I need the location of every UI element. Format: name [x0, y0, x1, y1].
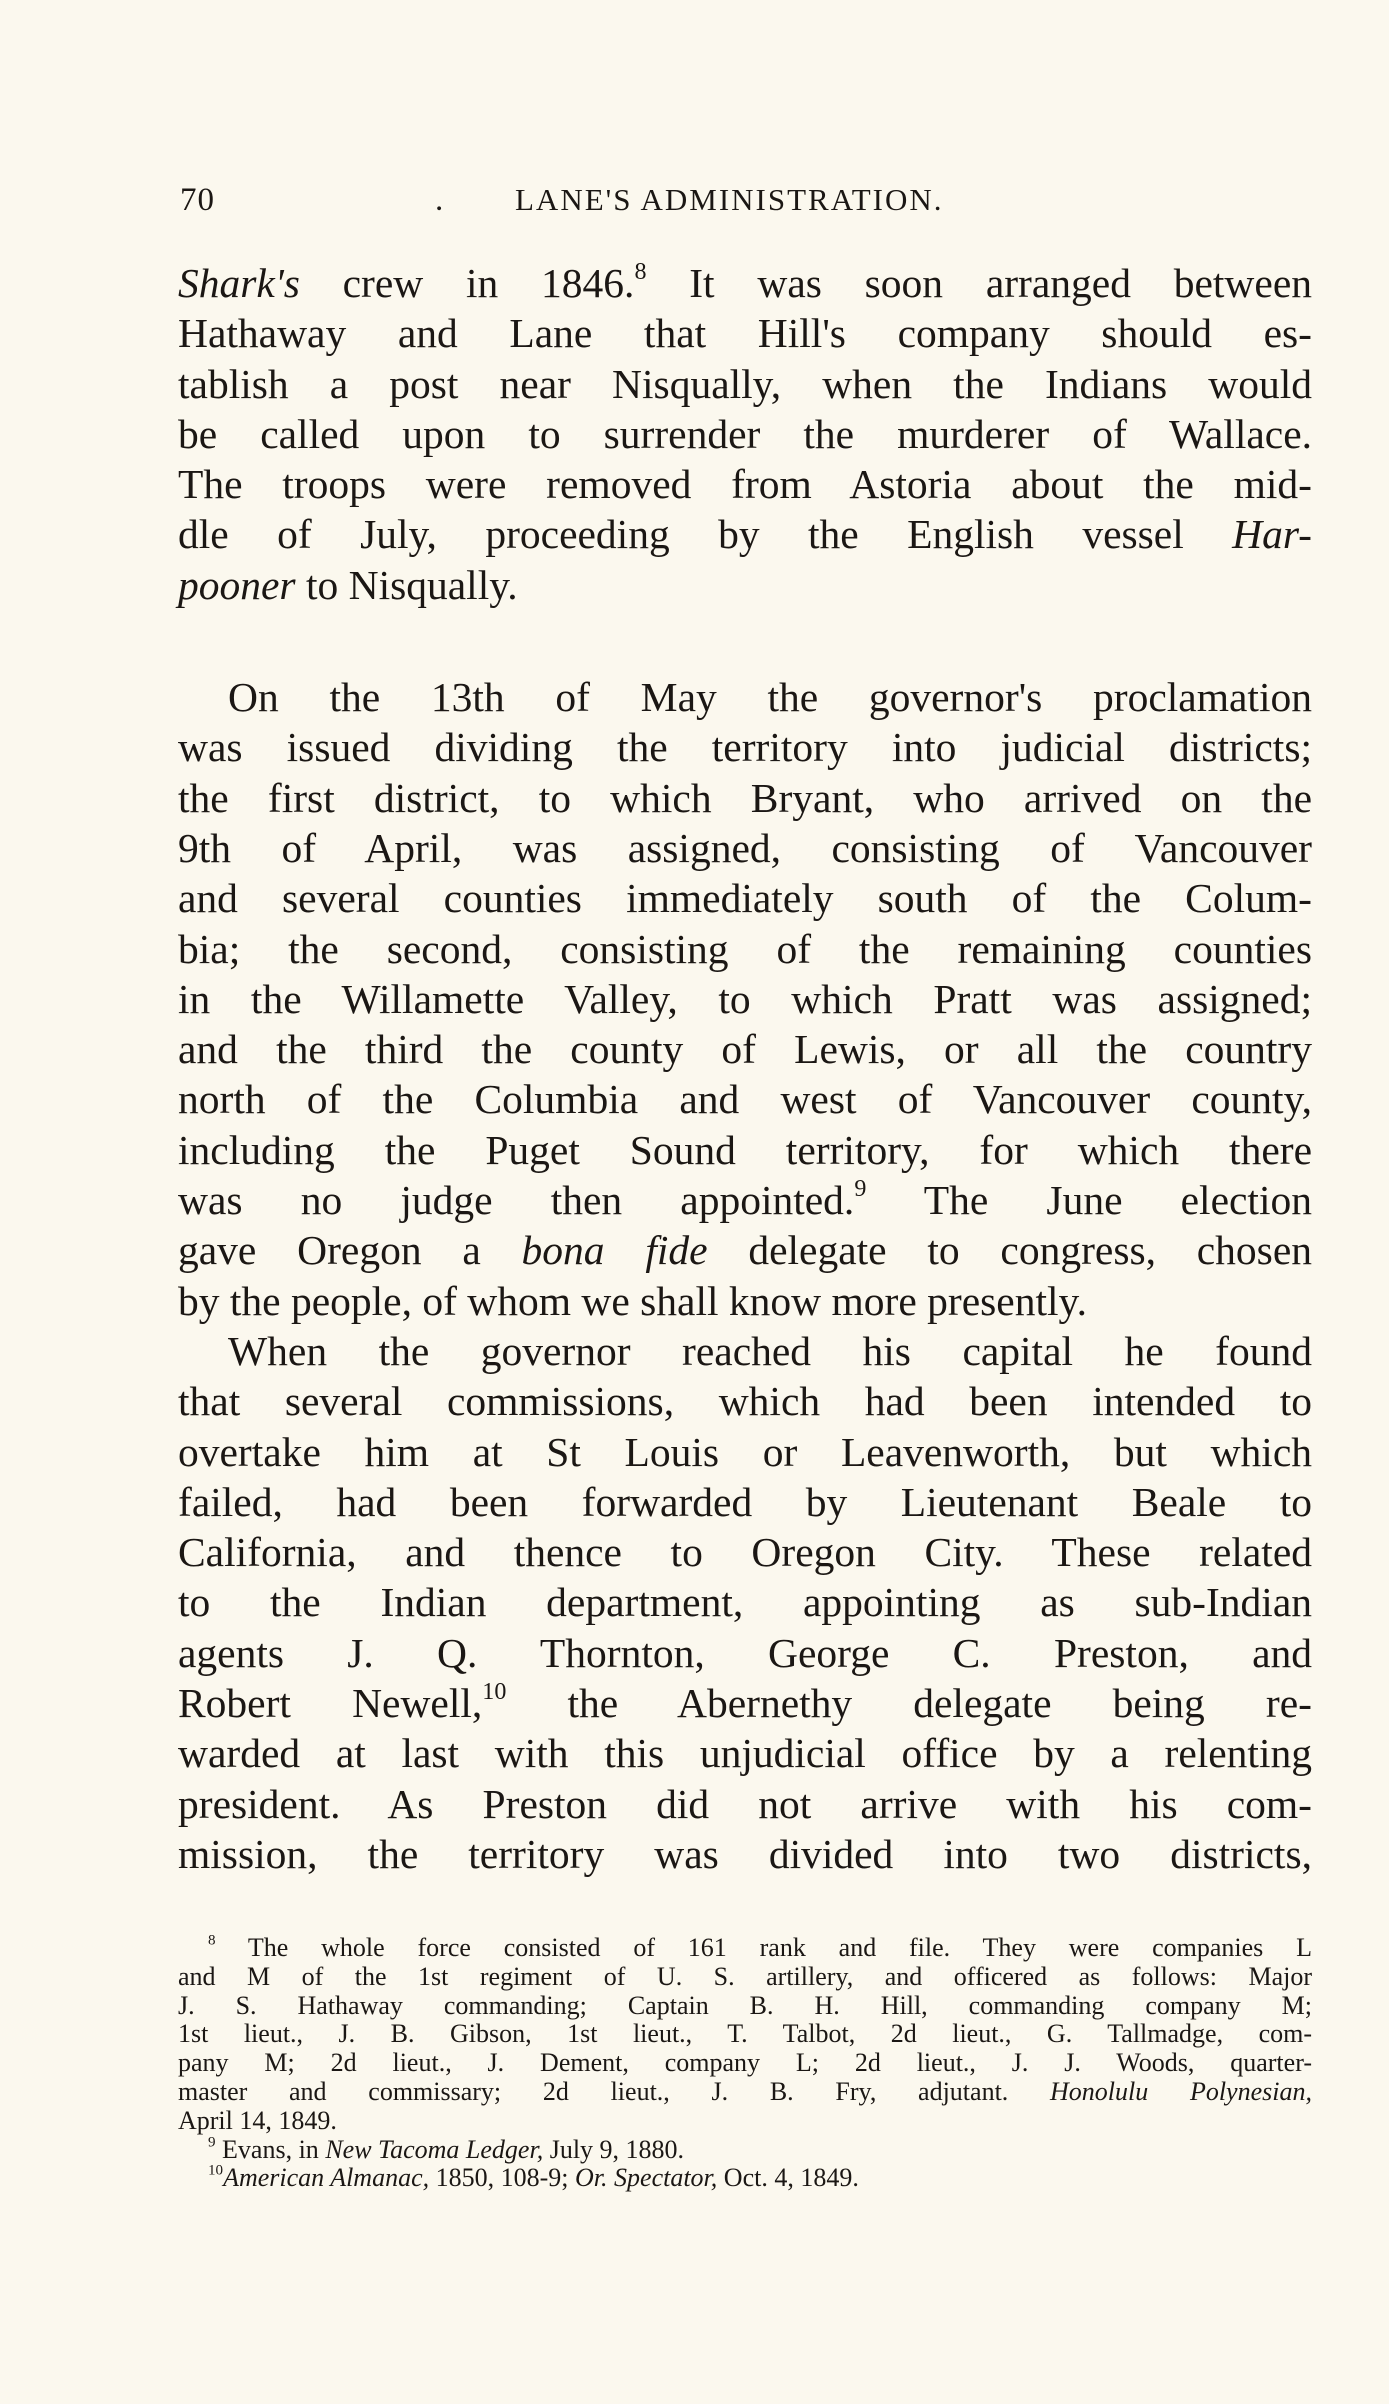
footnote-line: master and commissary; 2d lieut., J. B. Fry, adjutant. Honolulu Polynesian,	[178, 2076, 1312, 2106]
text-line: and several counties immediately south of the Colum-	[178, 875, 1312, 922]
text-line: was no judge then appointed.$^9$ The June election	[178, 1176, 1312, 1224]
source-title: New Tacoma Ledger,	[325, 2134, 544, 2164]
paragraph-break	[178, 610, 1312, 672]
text-line: On the 13th of May the governor's proclamation	[228, 674, 1312, 721]
text-line: The troops were removed from Astoria about the mid-	[178, 461, 1312, 508]
footnote-line: $^9$ Evans, in New Tacoma Ledger, July 9, 1880.	[208, 2134, 685, 2164]
text-line: overtake him at St Louis or Leavenworth, but which	[178, 1428, 1312, 1475]
text-line: that several commissions, which had been intended to	[178, 1378, 1312, 1425]
running-head-mark: .	[435, 182, 444, 218]
body-text	[178, 258, 1312, 1879]
page-number: 70	[180, 182, 215, 218]
text-line: pooner to Nisqually.	[178, 561, 518, 608]
text-line: in the Willamette Valley, to which Pratt was assigned;	[178, 975, 1312, 1022]
footnote-line: and M of the 1st regiment of U. S. artillery, and officered as follows: Major	[178, 1961, 1312, 1991]
text-line: agents J. Q. Thornton, George C. Preston, and	[178, 1629, 1312, 1676]
text-line: failed, had been forwarded by Lieutenant Beale to	[178, 1478, 1312, 1525]
source-title: American Almanac,	[223, 2163, 430, 2193]
source-title: Honolulu Polynesian,	[1050, 2076, 1312, 2106]
footnote-ref: 10	[482, 1678, 507, 1705]
ship-name: Shark's	[178, 260, 300, 306]
footnotes	[178, 1934, 1312, 2193]
running-head	[180, 182, 1310, 232]
text-line: mission, the territory was divided into two districts,	[178, 1830, 1312, 1877]
running-head-title: LANE'S ADMINISTRATION.	[515, 182, 944, 217]
text-line: Robert Newell,$^{10}$ the Abernethy delegate being re-	[178, 1678, 1312, 1727]
latin-phrase: bona fide	[521, 1227, 708, 1274]
footnote-line: J. S. Hathaway commanding; Captain B. H. Hill, commanding company M;	[178, 1990, 1312, 2020]
source-title: Or. Spectator,	[575, 2163, 718, 2193]
footnote-line: April 14, 1849.	[178, 2105, 337, 2135]
footnote-ref: 8	[634, 258, 647, 285]
text-line: California, and thence to Oregon City. These related	[178, 1529, 1312, 1576]
footnote-line: 1st lieut., J. B. Gibson, 1st lieut., T. Talbot, 2d lieut., G. Tallmadge, com-	[178, 2019, 1312, 2049]
text-line: north of the Columbia and west of Vancouver county,	[178, 1076, 1312, 1123]
footnote-line: $^{10}$American Almanac, 1850, 108-9; Or. Spectator, Oct. 4, 1849.	[208, 2163, 859, 2193]
text-line: dle of July, proceeding by the English vessel Har-	[178, 511, 1312, 558]
footnote-line: pany M; 2d lieut., J. Dement, company L; 2d lieut., J. J. Woods, quarter-	[178, 2048, 1312, 2078]
text-line: be called upon to surrender the murderer of Wallace.	[178, 410, 1312, 457]
text-line: gave Oregon a bona fide delegate to congress, chosen	[178, 1227, 1313, 1274]
text-line: to the Indian department, appointing as sub-Indian	[178, 1579, 1312, 1626]
text-line: warded at last with this unjudicial office by a relenting	[178, 1730, 1312, 1777]
text-line: Hathaway and Lane that Hill's company should es-	[178, 310, 1312, 357]
text-line: When the governor reached his capital he found	[228, 1327, 1312, 1374]
footnote-number: 8	[208, 1932, 216, 1949]
footnote-ref: 9	[854, 1176, 867, 1202]
text-line: the first district, to which Bryant, who arrived on the	[178, 774, 1312, 821]
ship-name: Har-	[1232, 511, 1312, 558]
text-line: and the third the county of Lewis, or all the country	[178, 1026, 1312, 1073]
text-line: by the people, of whom we shall know more presently.	[178, 1277, 1087, 1324]
text-line: president. As Preston did not arrive with his com-	[178, 1780, 1312, 1827]
footnote-line: $^8$ The whole force consisted of 161 rank and file. They were companies L	[208, 1932, 1312, 1962]
text-line: including the Puget Sound territory, for which there	[178, 1126, 1312, 1173]
text-line: 9th of April, was assigned, consisting of Vancouver	[178, 824, 1312, 871]
footnote-number: 9	[208, 2134, 216, 2151]
text-line: was issued dividing the territory into judicial districts;	[178, 724, 1312, 771]
text-line: tablish a post near Nisqually, when the Indians would	[178, 360, 1312, 407]
footnote-number: 10	[208, 2163, 224, 2180]
text-line: bia; the second, consisting of the remaining counties	[178, 925, 1312, 972]
ship-name: pooner	[178, 561, 296, 608]
text-line: Shark's crew in 1846.$^8$ It was soon arranged between	[178, 258, 1312, 306]
